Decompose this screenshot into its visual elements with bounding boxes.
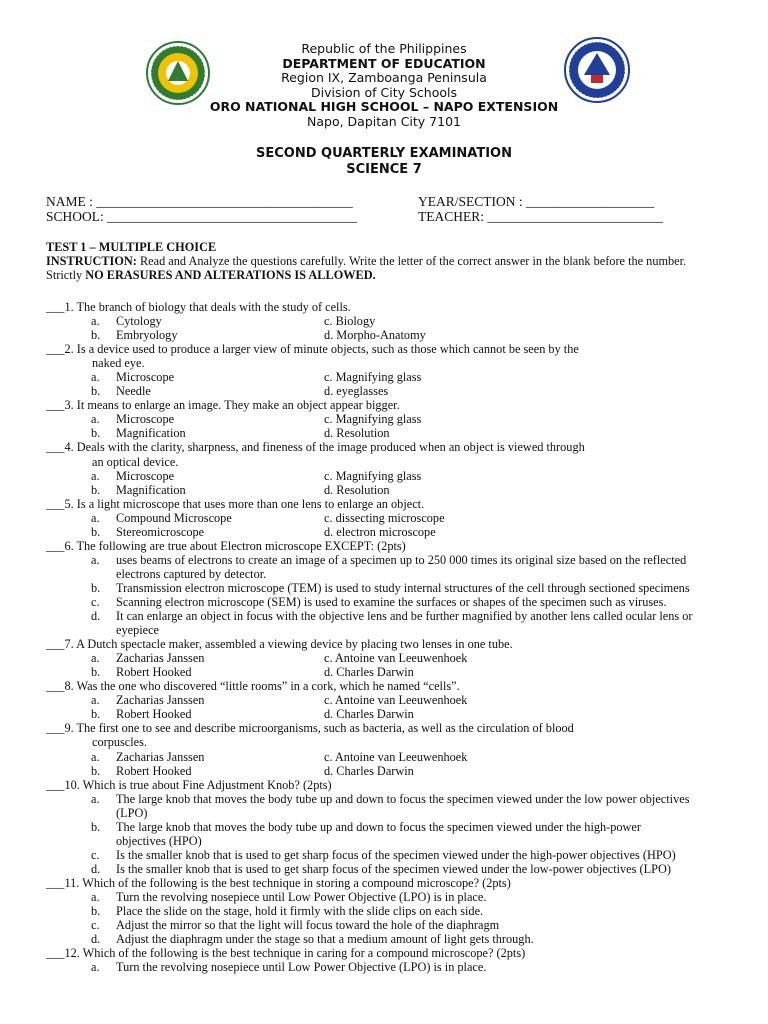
option: Robert Hooked [116, 763, 192, 778]
header-region: Region IX, Zamboanga Peninsula [281, 70, 487, 85]
school-field[interactable]: SCHOOL: _____________________________________ [46, 209, 357, 224]
option: d. eyeglasses [324, 384, 389, 399]
option: Zacharias Janssen [116, 749, 205, 764]
option: d. Resolution [324, 482, 390, 497]
option: Zacharias Janssen [116, 651, 205, 666]
option: Microscope [116, 468, 175, 483]
option-letter: b. [91, 524, 101, 539]
question-10: ___10. Which is true about Fine Adjustment Knob? (2pts) [46, 777, 332, 792]
option-letter: a. [91, 749, 100, 764]
instruction-text: Read and Analyze the questions carefully. Write the letter of the correct answer in the blank before the number. [136, 254, 687, 269]
test-heading: TEST 1 – MULTIPLE CHOICE [46, 240, 217, 254]
option: Compound Microscope [116, 510, 232, 525]
question-6: ___6. The following are true about Electron microscope EXCEPT: (2pts) [46, 538, 406, 553]
year-section-field[interactable]: YEAR/SECTION : ___________________ [418, 194, 655, 209]
question-3: ___3. It means to enlarge an image. They make an object appear bigger. [46, 398, 400, 413]
option: Robert Hooked [116, 707, 192, 722]
header-division: Division of City Schools [310, 84, 457, 100]
question-9-cont: corpuscles. [92, 735, 147, 750]
option-letter: b. [91, 665, 101, 680]
option: Zacharias Janssen [116, 693, 205, 708]
option-letter: a. [91, 468, 100, 483]
question-4: ___4. Deals with the clarity, sharpness, and fineness of the image produced when an object is viewed through [46, 440, 585, 455]
option-letter: c. [91, 918, 100, 933]
question-5: ___5. Is a light microscope that uses more than one lens to enlarge an object. [46, 496, 425, 511]
option-letter: a. [91, 651, 100, 666]
option-letter: c. [91, 594, 100, 609]
option: Transmission electron microscope (TEM) is used to study internal structures of the cell through sectioned specimens [116, 580, 690, 595]
option-letter: b. [91, 707, 101, 722]
header-address: Napo, Dapitan City 7101 [307, 113, 461, 129]
option: Place the slide on the stage, hold it firmly with the slide clips on each side. [116, 904, 484, 919]
option: d. Resolution [324, 426, 390, 441]
option-letter: a. [91, 960, 100, 975]
option-letter: c. [91, 847, 100, 862]
question-2: ___2. Is a device used to produce a larger view of minute objects, such as those which cannot be seen by the [46, 342, 579, 357]
teacher-field[interactable]: TEACHER: __________________________ [418, 209, 663, 224]
option-cont: (LPO) [116, 805, 148, 820]
option-letter: a. [91, 412, 100, 427]
option-letter: a. [91, 889, 100, 904]
option: c. Magnifying glass [324, 370, 422, 385]
student-info [46, 194, 736, 224]
option: Adjust the mirror so that the light will focus toward the hole of the diaphragm [116, 918, 500, 933]
option-letter: d. [91, 932, 101, 947]
option: Is the smaller knob that is used to get sharp focus of the specimen viewed under the low-power objectives (LPO) [116, 861, 671, 876]
option-letter: a. [91, 693, 100, 708]
option-letter: b. [91, 384, 101, 399]
option: d. Charles Darwin [324, 707, 414, 722]
option: Robert Hooked [116, 665, 192, 680]
option-cont: electrons captured by detector. [116, 566, 267, 581]
option: d. Charles Darwin [324, 665, 414, 680]
exam-subject: SCIENCE 7 [346, 162, 422, 177]
option: It can enlarge an object in focus with the objective lens and be further magnified by another lens called ocular lens or [116, 609, 693, 624]
option: Microscope [116, 412, 175, 427]
option-letter: b. [91, 763, 101, 778]
option: Turn the revolving nosepiece until Low Power Objective (LPO) is in place. [116, 889, 487, 904]
question-1: ___1. The branch of biology that deals with the study of cells. [46, 300, 351, 314]
question-2-cont: naked eye. [92, 356, 145, 371]
option-letter: a. [91, 370, 100, 385]
option: c. Antoine van Leeuwenhoek [324, 651, 468, 666]
option: Magnification [116, 482, 186, 497]
option: Magnification [116, 426, 186, 441]
question-list [46, 300, 736, 974]
option: Needle [116, 384, 151, 399]
option: Turn the revolving nosepiece until Low Power Objective (LPO) is in place. [116, 960, 487, 975]
option-letter: b. [91, 426, 101, 441]
option-letter: d. [91, 609, 101, 624]
name-field[interactable]: NAME : ______________________________________ [46, 194, 353, 209]
header-school: ORO NATIONAL HIGH SCHOOL – NAPO EXTENSION [209, 99, 559, 114]
option: The large knob that moves the body tube up and down to focus the specimen viewed under the high-power [116, 819, 641, 834]
exam-titles [0, 146, 768, 178]
exam-title: SECOND QUARTERLY EXAMINATION [256, 146, 512, 161]
option-letter: a. [91, 314, 100, 329]
option: Cytology [116, 314, 162, 329]
option-letter: a. [91, 552, 100, 567]
option: d. electron microscope [324, 524, 436, 539]
option: c. Antoine van Leeuwenhoek [324, 749, 468, 764]
question-12: ___12. Which of the following is the best technique in caring for a compound microscope? (2pts) [46, 946, 526, 961]
option-letter: a. [91, 791, 100, 806]
test-instructions [46, 240, 736, 283]
question-9: ___9. The first one to see and describe microorganisms, such as bacteria, as well as the circulation of blood [46, 721, 574, 736]
option-letter: b. [91, 482, 101, 497]
strictly-text: Strictly [46, 268, 86, 283]
option-letter: b. [91, 580, 101, 595]
option: Microscope [116, 370, 175, 385]
option: The large knob that moves the body tube up and down to focus the specimen viewed under the low power objectives [116, 791, 690, 806]
header-department: DEPARTMENT OF EDUCATION [282, 55, 486, 71]
option: c. Magnifying glass [324, 468, 422, 483]
option-letter: a. [91, 510, 100, 525]
question-8: ___8. Was the one who discovered “little rooms” in a cork, which he named “cells”. [46, 679, 460, 694]
option: c. Biology [324, 314, 376, 329]
option-letter: b. [91, 819, 101, 834]
option-cont: eyepiece [116, 623, 160, 638]
option-letter: b. [91, 328, 101, 343]
instruction-label: INSTRUCTION: [46, 254, 137, 269]
option: Stereomicroscope [116, 524, 205, 539]
letterhead [0, 42, 768, 129]
option: Is the smaller knob that is used to get sharp focus of the specimen viewed under the high-power objectives (HPO) [116, 847, 676, 862]
option-cont: objectives (HPO) [116, 833, 202, 848]
question-7: ___7. A Dutch spectacle maker, assembled a viewing device by placing two lenses in one tube. [46, 637, 513, 652]
option: c. Antoine van Leeuwenhoek [324, 693, 468, 708]
option-letter: b. [91, 904, 101, 919]
option: d. Morpho-Anatomy [324, 328, 426, 343]
option: Scanning electron microscope (SEM) is used to examine the surfaces or shapes of the specimen such as viruses. [116, 594, 667, 609]
option-letter: d. [91, 861, 101, 876]
strictly-bold: NO ERASURES AND ALTERATIONS IS ALLOWED. [85, 268, 376, 283]
option: c. Magnifying glass [324, 412, 422, 427]
option: uses beams of electrons to create an image of a specimen up to 250 000 times its original size based on the reflected [116, 552, 687, 567]
option: c. dissecting microscope [324, 510, 445, 525]
question-11: ___11. Which of the following is the best technique in storing a compound microscope? (2pts) [46, 875, 511, 890]
header-line-1: Republic of the Philippines [301, 41, 467, 56]
option: d. Charles Darwin [324, 763, 414, 778]
option: Embryology [116, 328, 178, 343]
question-4-cont: an optical device. [92, 454, 179, 469]
option: Adjust the diaphragm under the stage so that a medium amount of light gets through. [116, 932, 534, 947]
